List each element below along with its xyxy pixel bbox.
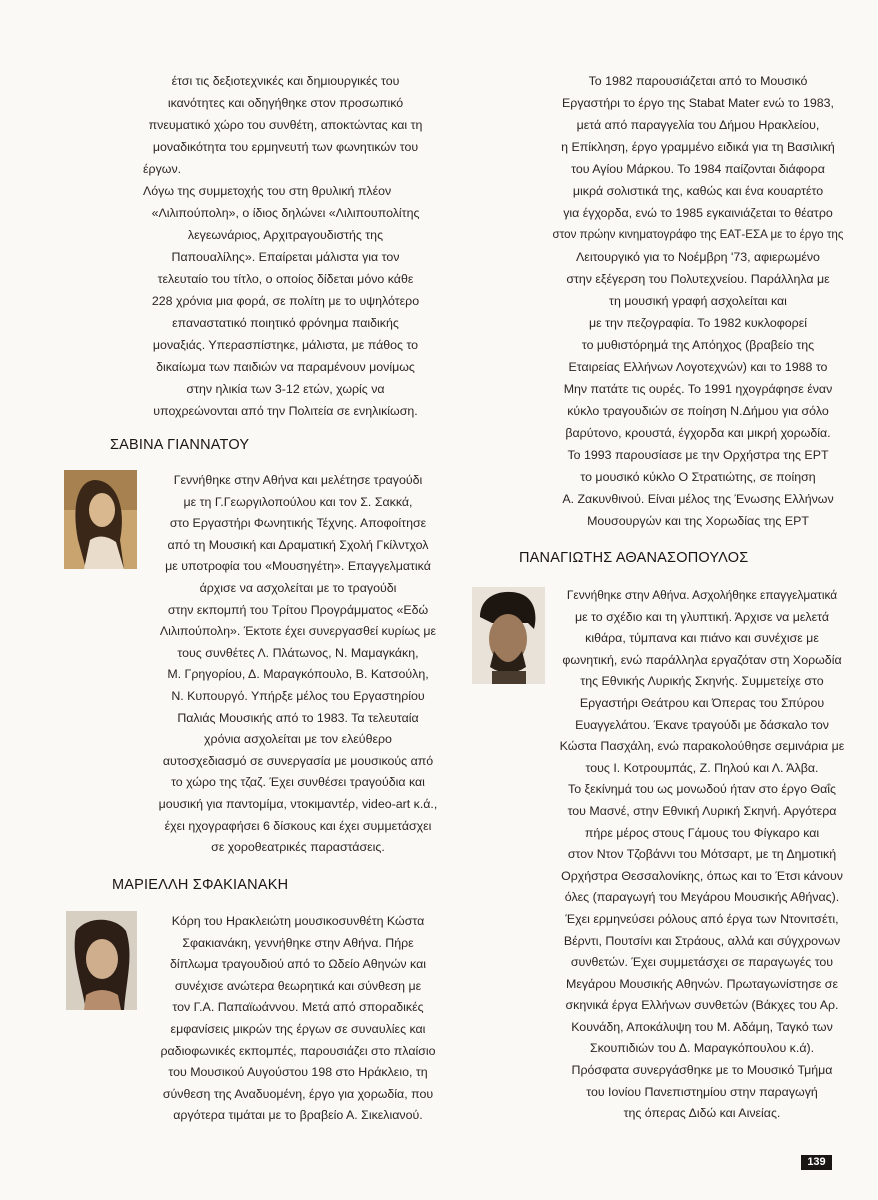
marielli-bio-line: ραδιοφωνικές εκπομπές, παρουσιάζει στο πλαίσιο [160, 1043, 436, 1058]
marielli-cont-line: μετά από παραγγελία του Δήμου Ηρακλείου, [576, 118, 820, 132]
marielli-cont-line: Εργαστήρι το έργο της Stabat Mater ενώ το 1983, [562, 96, 834, 110]
panagiotis-bio-line: Πρόσφατα συνεργάσθηκε με το Μουσικό Τμήμα [571, 1063, 833, 1078]
panagiotis-bio-line: πήρε μέρος στους Γάμους του Φίγκαρο και [584, 825, 820, 840]
savina-bio [153, 470, 443, 859]
panagiotis-bio-line: Ορχήστρα Θεσσαλονίκης, όπως και το Έτσι κάνουν [561, 868, 843, 883]
savina-bio-line: Παλιάς Μουσικής από το 1983. Τα τελευταία [177, 710, 419, 725]
marielli-cont-line: μικρά σολιστικά της, καθώς και ένα κουαρτέτο [572, 184, 824, 198]
panagiotis-bio-line: φωνητική, ενώ παράλληλα εργαζόταν στη Χορωδία [562, 652, 842, 667]
marielli-cont-line: Το 1982 παρουσιάζεται από το Μουσικό [588, 74, 808, 88]
marielli-cont-line: του Αγίου Μάρκου. Το 1984 παίζονται διάφορα [571, 162, 825, 176]
marielli-cont-line: για έγχορδα, ενώ το 1985 εγκαινιάζεται το θέατρο [563, 206, 833, 220]
savina-bio-line: Μ. Γρηγορίου, Δ. Μαραγκόπουλο, Β. Κατσούλη, [167, 667, 429, 682]
savina-bio-line: Γεννήθηκε στην Αθήνα και μελέτησε τραγούδι [173, 473, 423, 487]
savina-bio-line: σε χοροθεατρικές παραστάσεις. [211, 840, 385, 855]
intro-line: μοναξιάς. Υπερασπίστηκε, μάλιστα, με πάθος το [152, 338, 419, 352]
panagiotis-bio-line: όλες (παραγωγή του Μεγάρου Μουσικής Αθήνας). [564, 890, 840, 905]
intro-line: ικανότητες και οδηγήθηκε στον προσωπικό [167, 96, 404, 110]
panagiotis-bio-line: Μεγάρου Μουσικής Αθηνών. Πρωταγωνίστησε σε [566, 976, 838, 991]
savina-bio-line: αυτοσχεδιασμό σε συνεργασία με μουσικούς από [162, 753, 434, 768]
savina-photo [64, 470, 137, 569]
panagiotis-bio-line: Ευαγγελάτου. Έκανε τραγούδι με δάσκαλο τον [575, 717, 829, 732]
savina-bio-line: στην εκπομπή του Τρίτου Προγράμματος «Εδώ [167, 602, 429, 617]
marielli-bio-line: του Μουσικού Αυγούστου 198 στο Ηράκλειο, τη [168, 1065, 428, 1080]
savina-bio-line: έχει ηχογραφήσει 6 δίσκους και έχει συμμετάσχει [164, 818, 432, 833]
panagiotis-bio-line: συνθετών. Έχει συμμετάσχει σε παραγωγές του [570, 955, 834, 970]
marielli-cont-line: Μουσουργών και της Χορωδίας της ΕΡΤ [587, 514, 809, 528]
marielli-cont-line: Εταιρείας Ελλήνων Λογοτεχνών) και το 1988 το [568, 360, 828, 374]
intro-line: Παπουαλίλης». Επαίρεται μάλιστα για τον [171, 250, 400, 264]
savina-bio-line: το χώρο της τζαζ. Έχει συνθέσει τραγούδια και [171, 775, 425, 790]
marielli-cont-line: Το 1993 παρουσίασε με την Ορχήστρα της ΕΡΤ [567, 448, 829, 462]
marielli-bio-continued [552, 70, 844, 532]
marielli-bio-line: τον Γ.Α. Παπαϊωάννου. Μετά από σποραδικές [172, 1000, 424, 1015]
panagiotis-bio-line: στον Ντον Τζοβάννι του Μότσαρτ, με τη Δημοτική [567, 847, 837, 862]
panagiotis-bio-line: του Ιονίου Πανεπιστημίου στην παραγωγή [586, 1084, 818, 1099]
panagiotis-bio-line: Βέρντι, Πουτσίνι και Στράους, αλλά και σύγχρονων [563, 933, 841, 948]
panagiotis-bio [556, 585, 848, 1125]
marielli-cont-line: στην εξέγερση του Πολυτεχνείου. Παράλληλα με [566, 272, 830, 286]
savina-bio-line: μουσική για παντομίμα, ντοκιμαντέρ, video-art κ.ά., [158, 796, 438, 811]
savina-bio-line: στο Εργαστήρι Φωνητικής Τέχνης. Αποφοίτησε [169, 516, 427, 531]
panagiotis-name-heading: ΠΑΝΑΓΙΩΤΗΣ ΑΘΑΝΑΣΟΠΟΥΛΟΣ [519, 550, 749, 566]
panagiotis-bio-line: Εργαστήρι Θεάτρου και Όπερας του Σπύρου [579, 695, 825, 710]
panagiotis-bio-line: Γεννήθηκε στην Αθήνα. Ασχολήθηκε επαγγελματικά [566, 588, 838, 602]
marielli-bio-line: σύνθεση της Αναδυομένη, έργο για χορωδία, που [162, 1086, 434, 1101]
intro-line: λεγεωνάριος, Αρχιτραγουδιστής της [187, 228, 384, 242]
marielli-cont-line: βαρύτονο, κρουστά, έγχορδα και μικρή χορωδία. [565, 426, 831, 440]
panagiotis-bio-line: Κώστα Πασχάλη, ενώ παρακολούθησε σεμινάρια με [559, 739, 845, 754]
intro-line: πνευματικό χώρο του συνθέτη, αποκτώντας και τη [148, 118, 423, 132]
panagiotis-bio-line: Το ξεκίνημά του ως μονωδού ήταν στο έργο Θαΐς [568, 782, 836, 797]
intro-line: μοναδικότητα του ερμηνευτή των φωνητικών του [152, 140, 419, 154]
panagiotis-bio-line: σκηνικά έργα Ελλήνων συνθετών (Βάκχες του Αρ. [565, 998, 839, 1013]
intro-line: έτσι τις δεξιοτεχνικές και δημιουργικές του [171, 74, 400, 88]
marielli-bio-line: εμφανίσεις μικρών της έργων σε συναυλίες και [170, 1021, 426, 1036]
panagiotis-bio-line: της όπερας Διδώ και Αινείας. [623, 1106, 781, 1121]
intro-line: Λόγω της συμμετοχής του στη θρυλική πλέον [143, 184, 392, 198]
marielli-photo [66, 911, 137, 1010]
panagiotis-bio-line: Κουνάδη, Αποκάλυψη του Μ. Αδάμη, Ταγκό των [571, 1019, 833, 1034]
panagiotis-bio-line: κιθάρα, τύμπανα και πιάνο και συνέχισε με [585, 631, 819, 646]
savina-bio-line: Λιλιπούπολη». Έκτοτε έχει συνεργασθεί κυρίως με [159, 624, 437, 639]
marielli-bio-line: Κόρη του Ηρακλειώτη μουσικοσυνθέτη Κώστα [171, 914, 425, 928]
marielli-cont-line: Λειτουργικό για το Νοέμβρη '73, αφιερωμένο [576, 250, 820, 264]
panagiotis-bio-line: του Μασνέ, στην Εθνική Λυρική Σκηνή. Αργότερα [567, 803, 837, 818]
panagiotis-bio-line: τους Ι. Κοτρουμπάς, Ζ. Πηλού και Λ. Άλβα. [585, 760, 819, 775]
intro-line: τελευταίο του τίτλο, ο οποίος δίδεται μόνο κάθε [157, 272, 414, 286]
marielli-cont-line: κύκλο τραγουδιών σε ποίηση Ν.Δήμου για σόλο [567, 404, 829, 418]
marielli-bio-line: δίπλωμα τραγουδιού από το Ωδείο Αθηνών και [169, 957, 427, 972]
marielli-name-heading: ΜΑΡΙΕΛΛΗ ΣΦΑΚΙΑΝΑΚΗ [112, 877, 289, 893]
marielli-cont-line: το μουσικό κύκλο Ο Στρατιώτης, σε ποίηση [580, 470, 816, 484]
intro-line: έργων. [143, 162, 182, 176]
marielli-cont-line: το μυθιστόρημά της Απόηχος (βραβείο της [581, 338, 815, 352]
panagiotis-bio-line: Σκουπιδιών του Δ. Μαραγκόπουλου κ.ά). [589, 1041, 815, 1056]
intro-line: «Λιλιπούπολη», ο ίδιος δηλώνει «Λιλιπουπολίτης [151, 206, 420, 220]
savina-bio-line: από τη Μουσική και Δραματική Σχολή Γκίλντχολ [167, 537, 429, 552]
panagiotis-bio-line: Έχει ερμηνεύσει ρόλους από έργα των Ντονιτσέτι, [565, 911, 839, 926]
savina-bio-line: τους συνθέτες Λ. Πλάτωνος, Ν. Μαμαγκάκη, [177, 645, 419, 660]
marielli-cont-line: Α. Ζακυνθινού. Είναι μέλος της Ένωσης Ελλήνων [562, 492, 834, 506]
marielli-cont-line: η Επίκληση, έργο γραμμένο ειδικά για τη Βασιλική [561, 140, 835, 154]
marielli-bio-line: αργότερα τιμάται με το βραβείο Α. Σικελιανού. [173, 1108, 423, 1123]
panagiotis-photo [472, 587, 545, 684]
panagiotis-bio-line: με το σχέδιο και τη γλυπτική. Άρχισε να μελετά [574, 609, 830, 624]
marielli-bio-line: συνέχισε ανώτερα θεωρητικά και σύνθεση με [174, 978, 422, 993]
marielli-cont-line: Μην πατάτε τις ουρές. Το 1991 ηχογράφησε έναν [563, 382, 833, 396]
savina-bio-line: χρόνια ασχολείται με τον ελεύθερο [204, 732, 392, 747]
marielli-cont-line: τη μουσική γραφή ασχολείται και [609, 294, 787, 308]
panagiotis-bio-line: της Εθνικής Λυρικής Σκηνής. Συμμετείχε στο [580, 674, 824, 689]
savina-bio-line: Ν. Κυπουργό. Υπήρξε μέλος του Εργαστηρίου [171, 688, 425, 703]
intro-line: υποχρεώνονται από την Πολιτεία σε ενηλικίωση. [153, 404, 418, 418]
intro-line: 228 χρόνια μια φορά, σε πολίτη με το υψηλότερο [151, 294, 420, 308]
savina-bio-line: με τη Γ.Γεωργιλοπούλου και τον Σ. Σακκά, [183, 494, 413, 509]
savina-bio-line: άρχισε να ασχολείται με το τραγούδι [199, 580, 397, 595]
intro-line: επαναστατικό ποιητικό φρόνημα παιδικής [172, 316, 399, 330]
marielli-bio-line: Σφακιανάκη, γεννήθηκε στην Αθήνα. Πήρε [182, 935, 414, 950]
savina-name-heading: ΣΑΒΙΝΑ ΓΙΑΝΝΑΤΟΥ [110, 437, 250, 453]
savina-bio-line: με υποτροφία του «Μουσηγέτη». Επαγγελματικά [165, 559, 431, 574]
intro-line: δικαίωμα των παιδιών να παραμένουν μονίμως [156, 360, 415, 374]
intro-line: στην ηλικία των 3-12 ετών, χωρίς να [186, 382, 385, 396]
intro-text-block [143, 70, 428, 422]
marielli-cont-line: με την πεζογραφία. Το 1982 κυκλοφορεί [588, 316, 807, 330]
marielli-cont-line: στον πρώην κινηματογράφο της ΕΑΤ-ΕΣΑ με το έργο της [552, 228, 844, 241]
marielli-bio [153, 911, 443, 1127]
page-number: 139 [801, 1155, 832, 1170]
